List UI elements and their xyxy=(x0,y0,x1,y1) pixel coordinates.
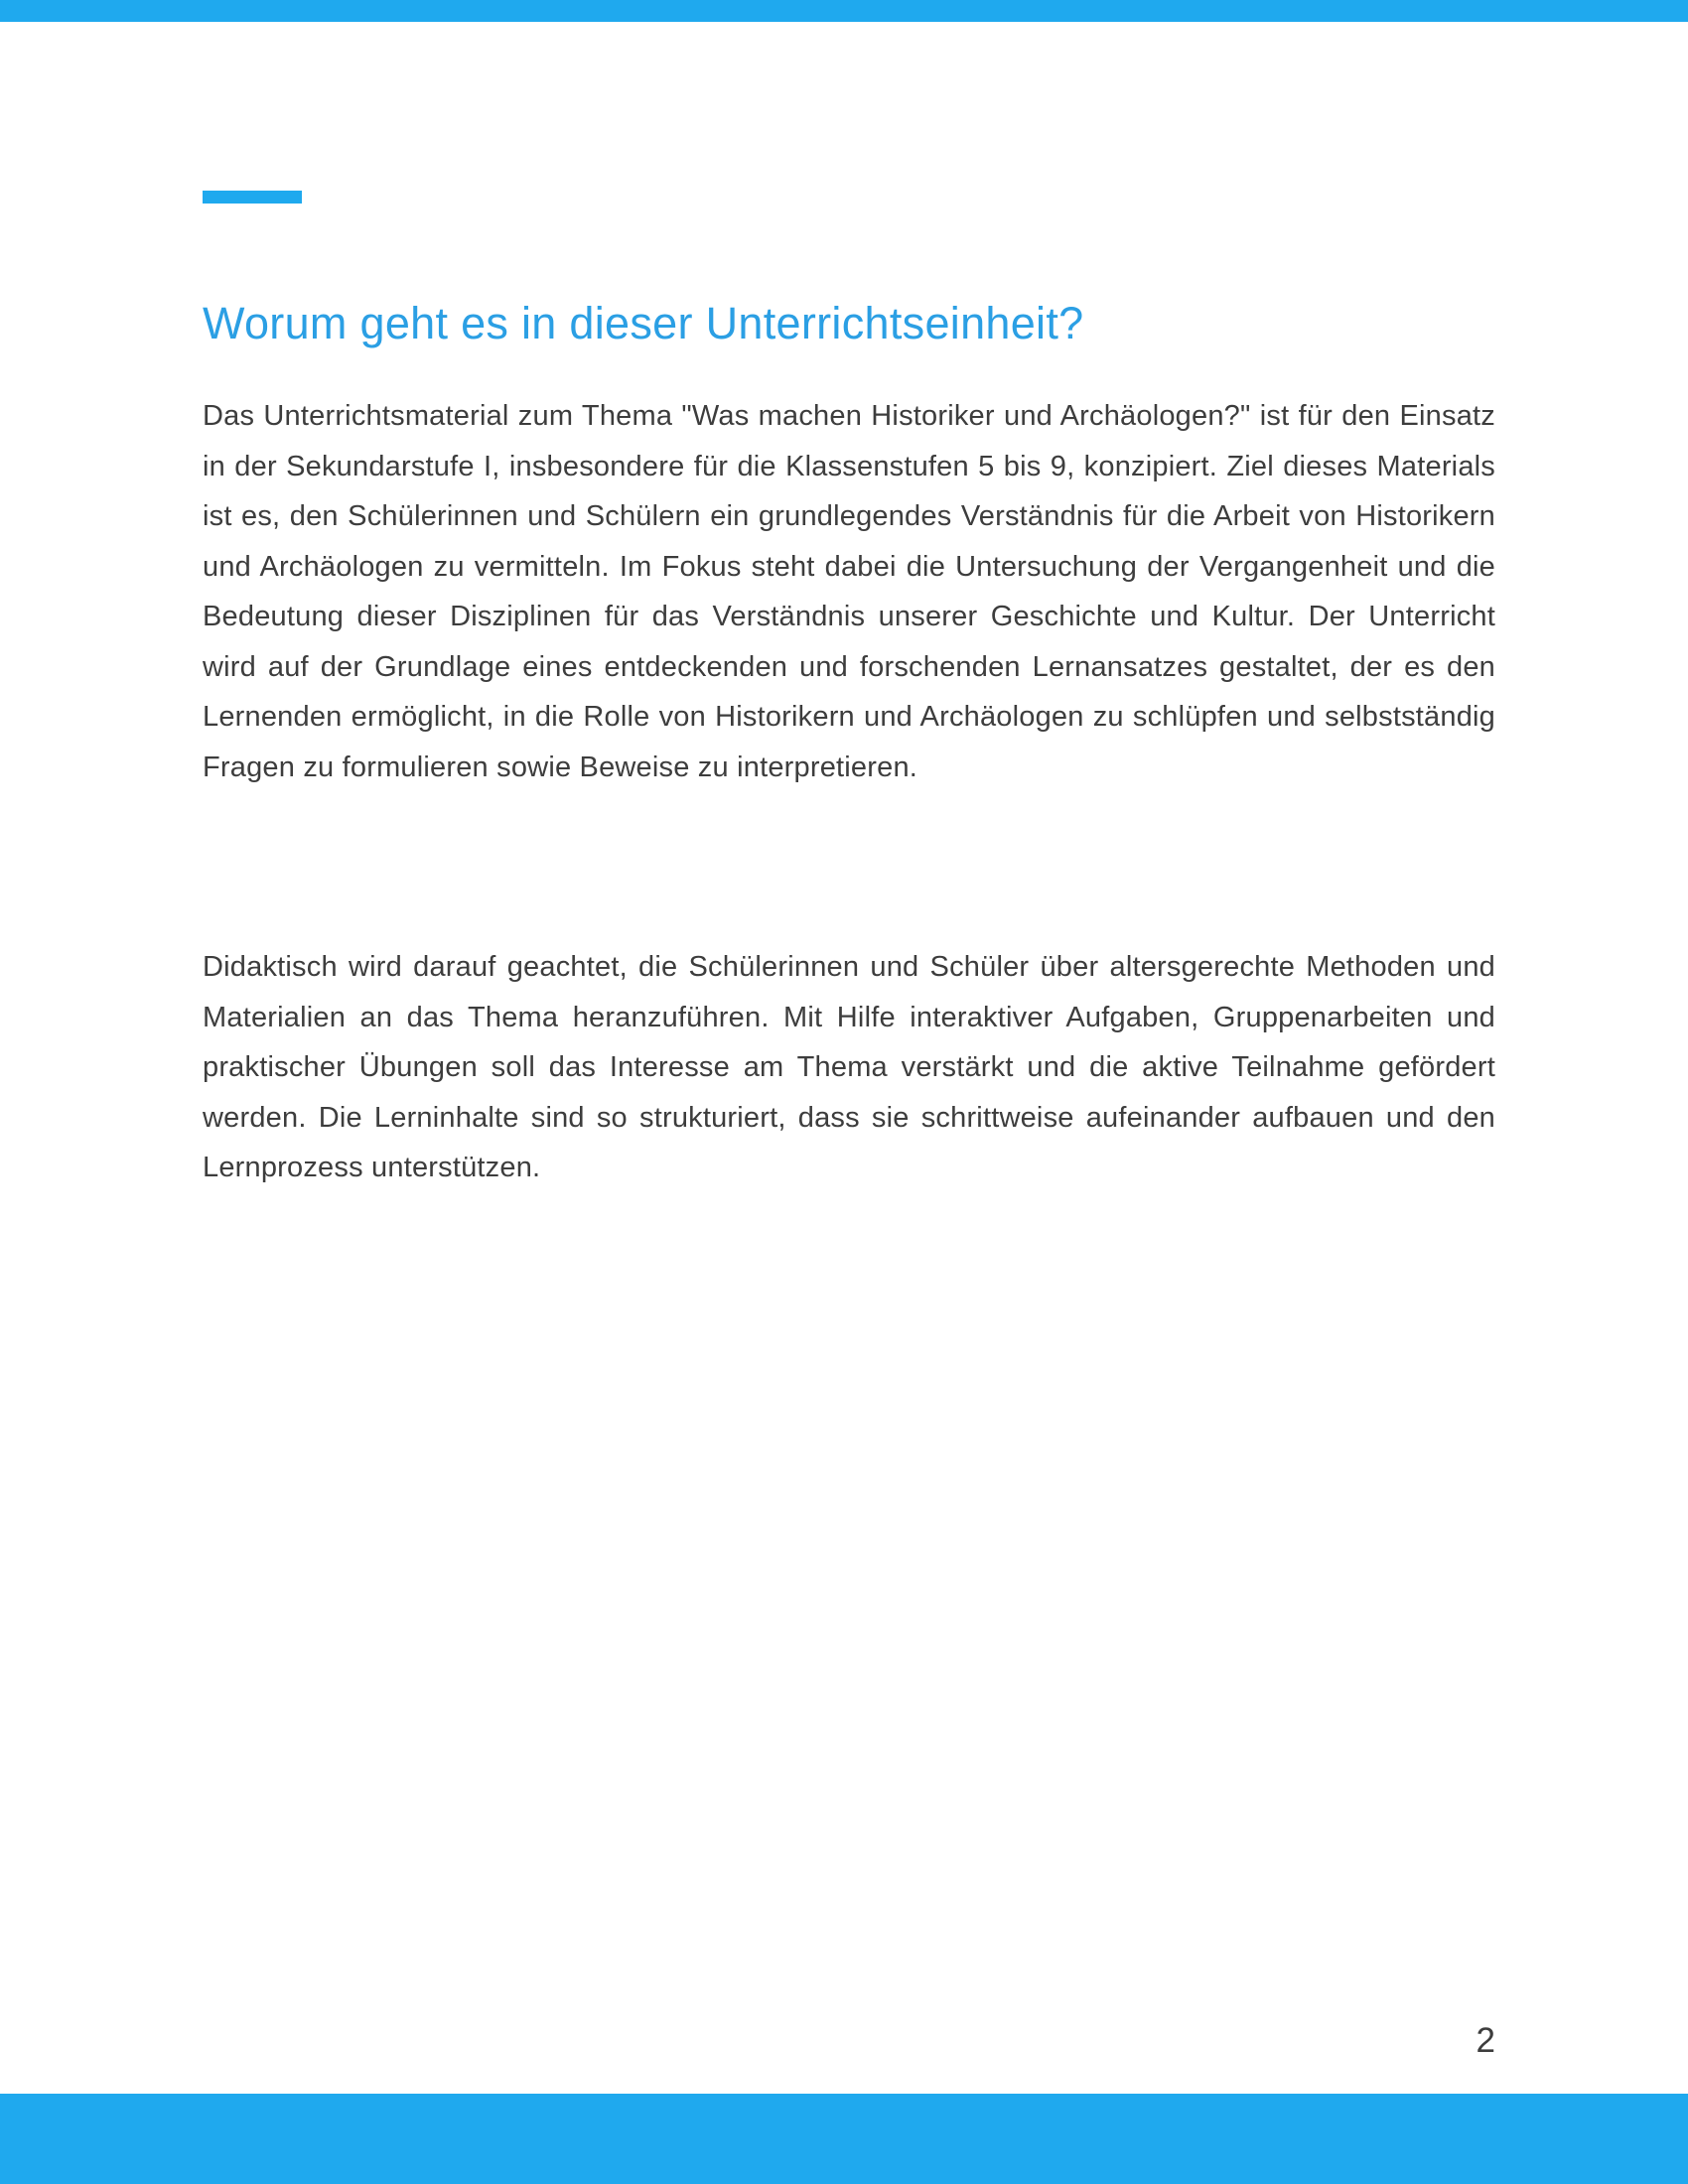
page-number: 2 xyxy=(1476,2021,1495,2060)
footer-accent-bar xyxy=(0,2094,1688,2184)
intro-paragraph: Das Unterrichtsmaterial zum Thema "Was machen Historiker und Archäologen?" ist für den Einsatz in der Sekundarstufe I, insbesondere für die Klassenstufen 5 bis 9, konzipiert. Ziel dieses Materials ist es, den Schülerinnen und Schülern ein grundlegendes Verständnis für die Arbeit von Historikern und Archäologen zu vermitteln. Im Fokus steht dabei die Untersuchung der Vergangenheit und die Bedeutung dieser Disziplinen für das Verständnis unserer Geschichte und Kultur. Der Unterricht wird auf der Grundlage eines entdeckenden und forschenden Lernansatzes gestaltet, der es den Lernenden ermöglicht, in die Rolle von Historikern und Archäologen zu schlüpfen und selbstständig Fragen zu formulieren sowie Beweise zu interpretieren. xyxy=(203,400,1495,783)
heading-marker-dash xyxy=(203,191,302,204)
didactics-paragraph: Didaktisch wird darauf geachtet, die Schülerinnen und Schüler über altersgerechte Methoden und Materialien an das Thema heranzuführen. Mit Hilfe interaktiver Aufgaben, Gruppenarbeiten und praktischer Übungen soll das Interesse am Thema verstärkt und die aktive Teilnahme gefördert werden. Die Lerninhalte sind so strukturiert, dass sie schrittweise aufeinander aufbauen und den Lernprozess unterstützen. xyxy=(203,951,1495,1183)
header-accent-bar xyxy=(0,0,1688,22)
section-heading: Worum geht es in dieser Unterrichtseinheit? xyxy=(203,298,1084,348)
